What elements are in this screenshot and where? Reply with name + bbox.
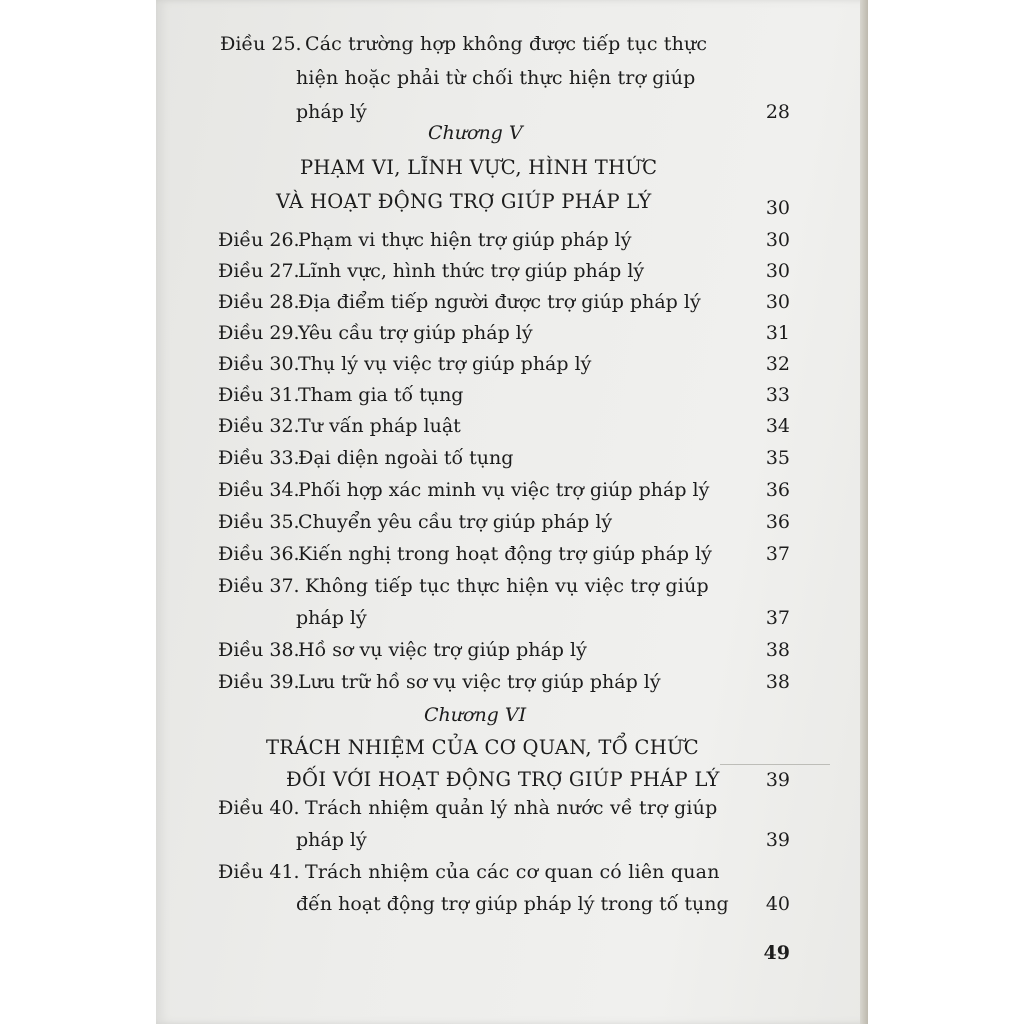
entry-number: Điều 37. — [218, 575, 300, 597]
entry-page: 37 — [765, 543, 790, 565]
entry-page: 35 — [765, 447, 790, 469]
entry-title: Phạm vi thực hiện trợ giúp pháp lý — [298, 229, 632, 251]
entry-number: Điều 28. — [218, 291, 300, 313]
entry-title: Không tiếp tục thực hiện vụ việc trợ giúp — [305, 575, 709, 597]
entry-number: Điều 27. — [218, 260, 300, 282]
entry-title: Kiến nghị trong hoạt động trợ giúp pháp lý — [298, 543, 712, 565]
entry-number: Điều 31. — [218, 384, 300, 406]
entry-title: Yêu cầu trợ giúp pháp lý — [298, 322, 533, 344]
entry-title: pháp lý — [296, 829, 367, 851]
entry-title: Phối hợp xác minh vụ việc trợ giúp pháp lý — [298, 479, 710, 501]
entry-number: Điều 26. — [218, 229, 300, 251]
entry-page: 28 — [765, 101, 790, 123]
entry-number: Điều 36. — [218, 543, 300, 565]
entry-page: 30 — [765, 291, 790, 313]
entry-title: Trách nhiệm của các cơ quan có liên quan — [305, 861, 720, 883]
chapter-label: Chương VI — [424, 704, 527, 726]
entry-page: 34 — [765, 415, 790, 437]
entry-number: Điều 38. — [218, 639, 300, 661]
entry-title: Tư vấn pháp luật — [298, 415, 461, 437]
entry-title: Tham gia tố tụng — [298, 384, 464, 406]
entry-title: Lĩnh vực, hình thức trợ giúp pháp lý — [298, 260, 645, 282]
entry-title: Địa điểm tiếp người được trợ giúp pháp lý — [298, 291, 701, 313]
entry-title: đến hoạt động trợ giúp pháp lý trong tố tụng — [296, 893, 729, 915]
entry-page: 31 — [765, 322, 790, 344]
entry-title: pháp lý — [296, 101, 367, 123]
entry-title: Chuyển yêu cầu trợ giúp pháp lý — [298, 511, 613, 533]
chapter-heading: VÀ HOẠT ĐỘNG TRỢ GIÚP PHÁP LÝ — [276, 190, 652, 213]
entry-number: Điều 41. — [218, 861, 300, 883]
entry-title: Đại diện ngoài tố tụng — [298, 447, 514, 469]
entry-number: Điều 32. — [218, 415, 300, 437]
entry-page: 30 — [765, 197, 790, 219]
entry-page: 38 — [765, 671, 790, 693]
entry-number: Điều 35. — [218, 511, 300, 533]
entry-number: Điều 33. — [218, 447, 300, 469]
chapter-heading: TRÁCH NHIỆM CỦA CƠ QUAN, TỔ CHỨC — [266, 736, 699, 759]
entry-page: 39 — [765, 769, 790, 791]
entry-page: 37 — [765, 607, 790, 629]
entry-title: Lưu trữ hồ sơ vụ việc trợ giúp pháp lý — [298, 671, 661, 693]
page-number: 49 — [763, 942, 790, 964]
chapter-label: Chương V — [428, 122, 523, 144]
entry-page: 36 — [765, 479, 790, 501]
entry-page: 38 — [765, 639, 790, 661]
entry-number: Điều 34. — [218, 479, 300, 501]
entry-page: 36 — [765, 511, 790, 533]
entry-number: Điều 29. — [218, 322, 300, 344]
entry-page: 40 — [765, 893, 790, 915]
entry-number: Điều 25. — [220, 33, 302, 55]
entry-page: 30 — [765, 229, 790, 251]
entry-page: 32 — [765, 353, 790, 375]
entry-title: Hồ sơ vụ việc trợ giúp pháp lý — [298, 639, 587, 661]
entry-number: Điều 40. — [218, 797, 300, 819]
entry-title: Trách nhiệm quản lý nhà nước về trợ giúp — [305, 797, 718, 819]
entry-number: Điều 30. — [218, 353, 300, 375]
chapter-heading: ĐỐI VỚI HOẠT ĐỘNG TRỢ GIÚP PHÁP LÝ — [286, 768, 720, 791]
entry-page: 39 — [765, 829, 790, 851]
entry-title: hiện hoặc phải từ chối thực hiện trợ giúp — [296, 67, 696, 89]
entry-title: Thụ lý vụ việc trợ giúp pháp lý — [298, 353, 592, 375]
chapter-heading: PHẠM VI, LĨNH VỰC, HÌNH THỨC — [300, 156, 658, 179]
entry-number: Điều 39. — [218, 671, 300, 693]
entry-title: pháp lý — [296, 607, 367, 629]
entry-title: Các trường hợp không được tiếp tục thực — [305, 33, 708, 55]
entry-page: 33 — [765, 384, 790, 406]
entry-page: 30 — [765, 260, 790, 282]
